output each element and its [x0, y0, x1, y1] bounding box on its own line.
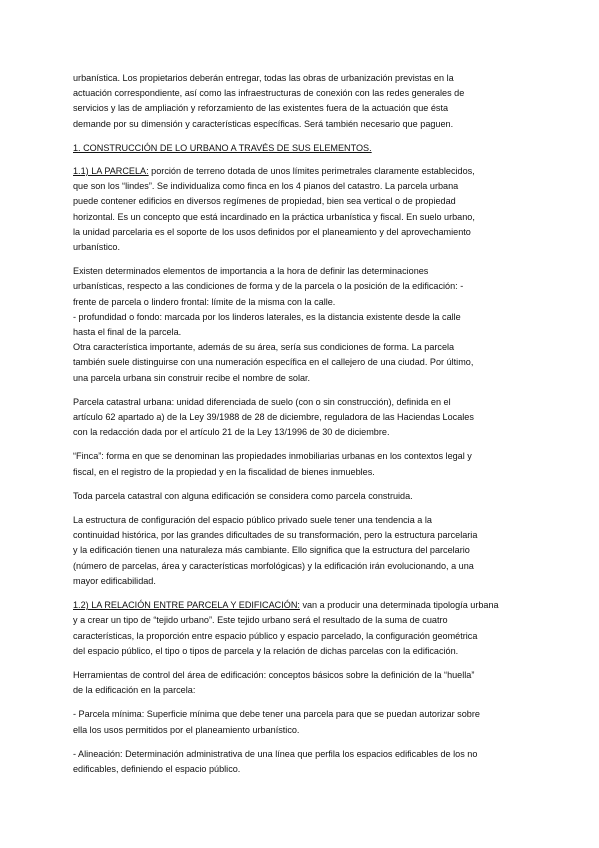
text-line: demande por su dimensión y características específicas. Será también necesario que paguen.: [73, 118, 454, 129]
text-line: y la edificación tienen una naturaleza más cambiante. Ello significa que la estructura del parcelario: [73, 545, 470, 556]
text-line: artículo 62 apartado a) de la Ley 39/1988 de 28 de diciembre, reguladora de las Haciendas Locales: [73, 412, 474, 423]
text-line: - profundidad o fondo: marcada por los linderos laterales, es la distancia existente desde la calle: [73, 311, 461, 322]
text-line: continuidad histórica, por las grandes dificultades de su transformación, pero la estructura parcelaria: [73, 530, 478, 541]
text-line: urbanístico.: [73, 242, 121, 253]
paragraph-parcela-construida: [73, 489, 526, 504]
text-line: - Parcela mínima: Superficie mínima que debe tener una parcela para que se puedan autorizar sobre: [73, 709, 480, 720]
text-line: La estructura de configuración del espacio público privado suele tener una tendencia a la: [73, 515, 432, 526]
text-line: - Alineación: Determinación administrativa de una línea que perfila los espacios edificables de los no: [73, 748, 478, 759]
section-heading: 1. CONSTRUCCIÓN DE LO URBANO A TRAVÉS DE SUS ELEMENTOS.: [73, 142, 372, 153]
text-line: y a crear un tipo de “tejido urbano”. Este tejido urbano será el resultado de la suma de cuatro: [73, 615, 448, 626]
text-line: que son los “lindes”. Se individualiza como finca en los 4 pianos del catastro. La parcela urbana: [73, 181, 459, 192]
paragraph-la-parcela: [73, 164, 526, 255]
text-span: van a producir una determinada tipología urbana: [299, 600, 499, 611]
text-line: fiscal, en el registro de la propiedad y en la fiscalidad de bienes inmuebles.: [73, 466, 375, 477]
paragraph-parcela-catastral: [73, 395, 526, 441]
text-line: ella los usos permitidos por el planeamiento urbanístico.: [73, 724, 300, 735]
text-line: urbanística. Los propietarios deberán entregar, todas las obras de urbanización previstas en la: [73, 73, 454, 83]
paragraph-parcela-minima: [73, 707, 526, 737]
text-line: “Finca”: forma en que se denominan las propiedades inmobiliarias urbanas en los contextos legal y: [73, 451, 472, 462]
paragraph-intro-continuation: [73, 71, 526, 132]
paragraph-herramientas: [73, 668, 526, 698]
text-span: porción de terreno dotada de unos límites perimetrales claramente establecidos,: [148, 166, 475, 177]
paragraph-finca: [73, 449, 526, 479]
text-line: mayor edificabilidad.: [73, 575, 156, 586]
text-line: Herramientas de control del área de edificación: conceptos básicos sobre la definición de la “huella”: [73, 669, 475, 680]
text-line: [73, 164, 526, 179]
text-line: actuación correspondiente, así como las infraestructuras de conexión con las redes generales de: [73, 88, 465, 99]
text-line: servicios y las de ampliación y reforzamiento de las existentes fuera de la actuación que ésta: [73, 103, 449, 114]
text-line: la unidad parcelaria es el soporte de los usos definidos por el planeamiento y del aprovechamiento: [73, 226, 471, 237]
text-line: del espacio público, el tipo o tipos de parcela y la relación de dichas parcelas con la edificación.: [73, 645, 459, 656]
text-line: de la edificación en la parcela:: [73, 685, 196, 696]
text-line: Otra característica importante, además de su área, sería sus condiciones de forma. La parcela: [73, 342, 455, 353]
text-line: horizontal. Es un concepto que está incardinado en la práctica urbanística y fiscal. En suelo urbano,: [73, 211, 475, 222]
text-line: también suele distinguirse con una numeración específica en el callejero de una ciudad. Por último,: [73, 357, 474, 368]
subsection-title-relacion: 1.2) LA RELACIÓN ENTRE PARCELA Y EDIFICACIÓN:: [73, 600, 300, 611]
paragraph-alineacion: [73, 747, 526, 777]
paragraph-estructura: [73, 513, 526, 589]
text-line: Parcela catastral urbana: unidad diferenciada de suelo (con o sin construcción), definida en el: [73, 396, 451, 407]
text-line: con la redacción dada por el artículo 21 de la Ley 13/1996 de 30 de diciembre.: [73, 427, 390, 438]
text-line: frente de parcela o lindero frontal: límite de la misma con la calle.: [73, 296, 336, 307]
text-line: una parcela urbana sin construir recibe el nombre de solar.: [73, 372, 311, 383]
text-line: características, la proporción entre espacio público y espacio parcelado, la configuración geométrica: [73, 630, 478, 641]
subsection-title-la-parcela: 1.1) LA PARCELA:: [73, 166, 149, 177]
text-line: puede contener edificios en diversos regímenes de propiedad, bien sea vertical o de propiedad: [73, 196, 456, 207]
paragraph-determinaciones: [73, 264, 526, 386]
text-line: edificables, definiendo el espacio público.: [73, 763, 241, 774]
text-line: [73, 598, 526, 613]
text-line: Existen determinados elementos de importancia a la hora de definir las determinaciones: [73, 266, 429, 277]
text-line: hasta el final de la parcela.: [73, 327, 182, 338]
text-line: Toda parcela catastral con alguna edificación se considera como parcela construida.: [73, 490, 413, 501]
text-line: urbanísticas, respecto a las condiciones de forma y de la parcela o la posición de la edificación: -: [73, 281, 464, 292]
paragraph-relacion: [73, 598, 526, 659]
text-line: (número de parcelas, área y características morfológicas) y la edificación irán evolucionando, a una: [73, 560, 474, 571]
